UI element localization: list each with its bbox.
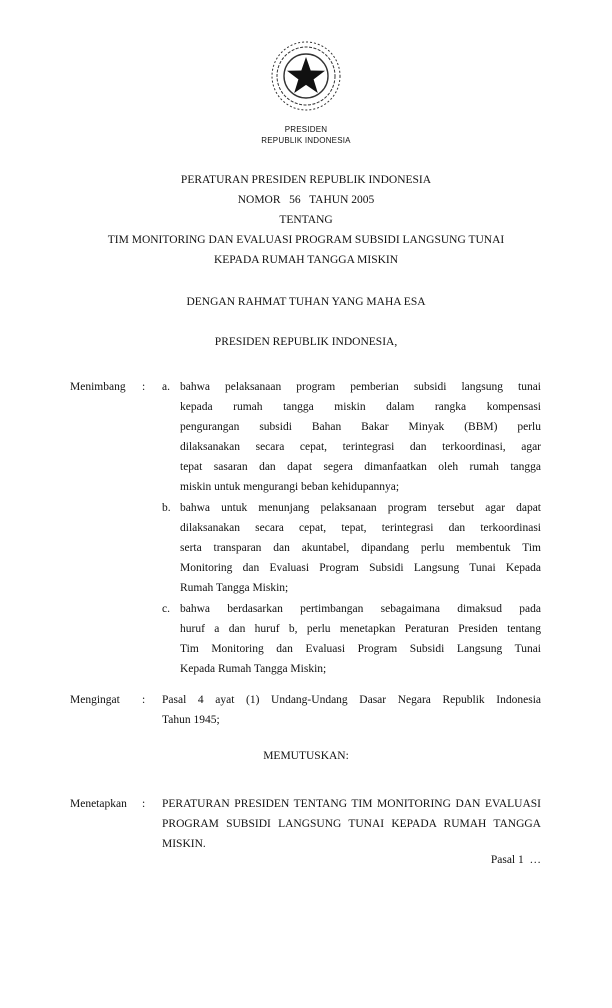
- memutuskan-heading: MEMUTUSKAN:: [263, 750, 349, 762]
- mengingat-label: Mengingat: [70, 694, 120, 706]
- text-line: Tim Monitoring dan Evaluasi Program Subsidi Langsung Tunai: [180, 643, 541, 655]
- page-continuation: Pasal 1 …: [490, 854, 541, 866]
- text-line: bahwa pelaksanaan program pemberian subsidi langsung tunai: [180, 381, 541, 393]
- text-line: huruf a dan huruf b, perlu menetapkan Peraturan Presiden tentang: [180, 623, 541, 635]
- title-line: TENTANG: [279, 214, 333, 226]
- text-line: bahwa berdasarkan pertimbangan sebagaimana dimaksud pada: [180, 603, 541, 615]
- menimbang-label: Menimbang: [70, 381, 126, 393]
- text-line: serta transparan dan akuntabel, dipandang perlu membentuk Tim: [180, 542, 541, 554]
- text-line: Pasal 4 ayat (1) Undang-Undang Dasar Negara Republik Indonesia: [162, 694, 541, 706]
- text-line: MISKIN.: [162, 838, 206, 850]
- text-line: Rumah Tangga Miskin;: [180, 582, 289, 594]
- title-line: KEPADA RUMAH TANGGA MISKIN: [213, 254, 399, 266]
- consideration-c: [180, 599, 541, 679]
- item-letter: c.: [162, 603, 170, 615]
- text-line: dilaksanakan secara cepat, terintegrasi dan terkoordinasi, agar: [180, 441, 541, 453]
- text-line: Monitoring dan Evaluasi Program Subsidi Langsung Tunai Kepada: [180, 562, 541, 574]
- letterhead-line2: REPUBLIK INDONESIA: [261, 136, 351, 145]
- text-line: PERATURAN PRESIDEN TENTANG TIM MONITORING DAN EVALUASI: [162, 798, 541, 810]
- text-line: miskin untuk mengurangi beban kehidupannya;: [180, 481, 400, 493]
- item-letter: b.: [162, 502, 171, 514]
- consideration-b: [180, 498, 541, 598]
- presidential-emblem: [268, 38, 344, 114]
- colon: :: [142, 381, 146, 393]
- menetapkan-text: [162, 794, 541, 854]
- letterhead-line1: PRESIDEN: [284, 125, 328, 134]
- text-line: PROGRAM SUBSIDI LANGSUNG TUNAI KEPADA RUMAH TANGGA: [162, 818, 541, 830]
- text-line: dilaksanakan secara cepat, tepat, terintegrasi dan terkoordinasi: [180, 522, 541, 534]
- text-line: Kepada Rumah Tangga Miskin;: [180, 663, 327, 675]
- colon: :: [142, 694, 146, 706]
- text-line: Tahun 1945;: [162, 714, 220, 726]
- title-line: TIM MONITORING DAN EVALUASI PROGRAM SUBSIDI LANGSUNG TUNAI: [107, 234, 505, 246]
- consideration-a: [180, 377, 541, 497]
- invocation: DENGAN RAHMAT TUHAN YANG MAHA ESA: [186, 296, 426, 308]
- item-letter: a.: [162, 381, 170, 393]
- title-line: NOMOR 56 TAHUN 2005: [237, 194, 375, 206]
- text-line: bahwa untuk menunjang pelaksanaan program tersebut agar dapat: [180, 502, 541, 514]
- mengingat-text: [162, 690, 541, 730]
- president-heading: PRESIDEN REPUBLIK INDONESIA,: [214, 336, 398, 348]
- text-line: pengurangan subsidi Bahan Bakar Minyak (BBM) perlu: [180, 421, 541, 433]
- colon: :: [142, 798, 146, 810]
- text-line: kepada rumah tangga miskin dalam rangka kompensasi: [180, 401, 541, 413]
- title-line: PERATURAN PRESIDEN REPUBLIK INDONESIA: [180, 174, 432, 186]
- menetapkan-label: Menetapkan: [70, 798, 127, 810]
- text-line: tepat sasaran dan dapat segera dimanfaatkan oleh rumah tangga: [180, 461, 541, 473]
